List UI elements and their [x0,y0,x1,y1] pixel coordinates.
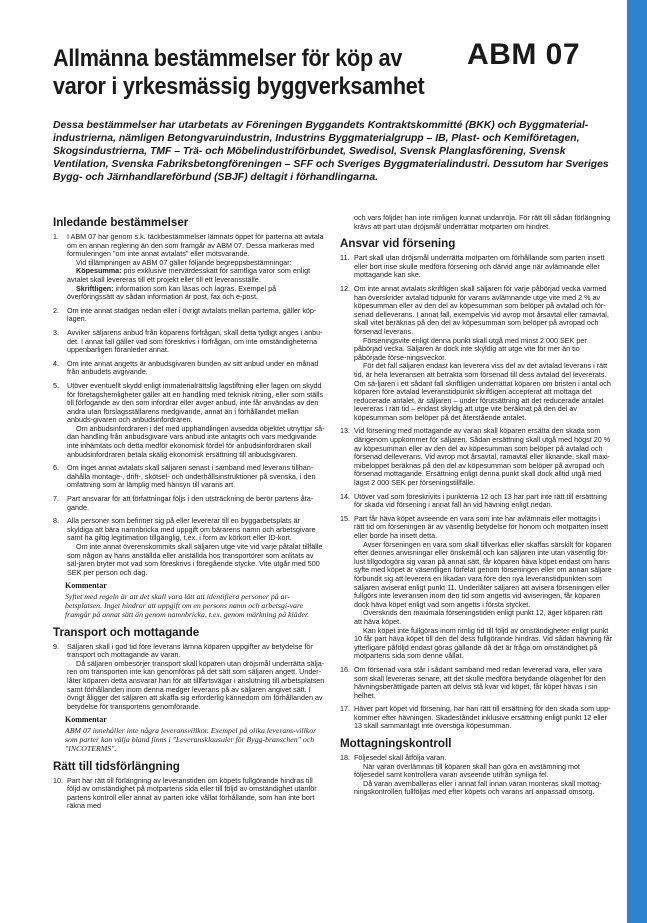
clause-number: 7. [53,494,59,504]
clause-number: 15. [340,513,350,523]
document-title: Allmänna bestämmelser för köp av varor i yrkesmässig byggverksamhet [53,45,425,100]
clause-9 [53,643,325,712]
comment-heading: Kommentar [65,715,107,725]
clause-text: Om inget annat avtalats skall säljaren senast i samband med leverans tillhan-dahålla montage-, drift-, skötsel- och underhållsinstruktioner på svenska, i den omfattning som är lämplig med hänsyn till varans art. [67,463,316,490]
definition-kopesumma [67,267,325,284]
clause-number: 16. [340,664,350,674]
clause-13 [340,427,612,487]
clause-number: 8. [53,516,59,526]
clause-text: Avser förseningen en vara som skall tillverkas eller skaffas särskilt för köparen efter dennes anvisningar eller önskemål och kan säljaren inte utan väsentlig för-lust tillgodogöra sig varan på annat sätt, får köparen häva köpet endast om hans syfte med köpet är väsentligen förfelat genom förseningen eller om annan säljare förbundit sig att leverera en likadan vara före den nya leveranstidpunkten som säljaren aviserat enligt punkt 11. Underlåter säljaren att avisera förseningen eller fullgörs inte leveransen inom den tid som angetts vid aviseringen, får köparen dock häva köpet enligt vad som angetts i första stycket. [354,539,612,609]
clause-text: Part ansvarar för att författningar följs i den utsträckning de berör partens åta-gande. [67,494,314,512]
clause-6 [53,464,325,490]
term: Köpesumma: [76,266,122,276]
clause-17 [340,705,612,731]
clause-text: Häver part köpet vid försening, har han rätt till ersättning för den skada som upp-kommer efter hävningen. Skadeståndet inklusive ersättning enligt punkt 12 eller 13 skall sammanlagt inte överstiga köpesumman. [354,704,611,731]
comment-text: Syftet med regeln är att det skall vara lätt att identifiera personer på ar-betsplatsen. Inget hindrar att uppgift om en persons namn och arbetsgi-vare framgår på annat sätt än genom namnbricka, t.ex. genom märkning på kläder. [65,591,310,620]
clause-text: När varan överlämnas till köparen skall han göra en avstämning mot följesedel samt kontrollera varan avseende utifrån synliga fel. [354,761,580,780]
clause-text: Förseningsvite enligt denna punkt skall utgå med minst 2 000 SEK per påbörjad vecka. Säljaren är dock inte skyldig att utge vite för mer än tio påbörjade förse-ningsveckor. [354,335,587,362]
term: Skriftligen: [76,283,114,293]
clause-text: Om försenad vara står i sådant samband med redan levererad vara, eller vara som skall levereras senare, att det skulle medföra betydande olägenhet för den hävningsberättigade parten att delvis stå kvar vid köpet, får köpet hävas i sin helhet. [354,664,606,700]
clause-text: Om anbudsinfordraren i det med upphandlingen avsedda objektet utnyttjar så-dan handling från anbudsgivare vars anbud inte antagits och vars medgivande inte inhämtats och detta medför ekonomisk fördel för anbudsinfordraren skall anbudsinfordraren betala skälig ekonomisk ersättning till anbudsgivaren. [67,423,325,459]
clause-text: Överskrids den maximala förseningstiden enligt punkt 12, äger köparen rätt att häva köpet. [354,608,603,626]
clause-text: I ABM 07 har genom s.k. täckbestämmelser lämnats öppet för parterna att avtala om en annan reglering än den som framgår av ABM 07. Dessa markeras med formuleringen "om inte annat avtalats" eller motsvarande. [67,232,324,259]
clause-3 [53,329,325,355]
clause-text: Om inte annat stadgas nedan eller i övrigt avtalats mellan parterna, gäller köp-lagen. [67,305,317,324]
clause-number: 2. [53,305,59,315]
blue-edge-bar [627,0,647,923]
clause-text: Alla personer som befinner sig på eller levererar till en byggarbetsplats är skyldiga att bära namnbricka med uppgift om bärarens namn och arbetsgivare samt ha giltig legitimation tillgänglig, t.ex. i form av körkort eller ID-kort. [67,516,316,543]
clause-10 [53,777,325,811]
clause-text: Vid försening med mottagande av varan skall köparen ersätta den skada som därigenom uppkommer för säljaren. Sådan ersättning skall utgå med högst 20 % av köpesumman eller av den del av köpesumman som belöper på avtalad och försenad delleverans. Vid avrop mot årsavtal, ramavtal eller liknande, skall maxi-mibeloppet beräknas på den del av köpesumman som belöper på avropad och försenad mottagande. Ersättning enligt denna punkt skall dock alltid utgå med lägst 2 000 SEK per förseningstillfälle. [354,426,611,488]
section-heading-inledande: Inledande bestämmelser [53,216,189,229]
comment-text: ABM 07 innehåller inte några leveransvillkor. Exempel på olika leverans-villkor som parter kan välja bland finns i "Leveransklausuler för Bygg-branschen" och "INCOTERMS". [65,725,317,754]
clause-10-continuation: och vars följder han inte rimligen kunnat undanröja. För rätt till sådan förlängning krävs att part utan dröjsmål underrättar motparten om hindret. [354,213,611,231]
clause-text: För det fall säljaren endast kan leverera viss del av det avtalad leverans i rätt tid, är hela leveransen att betrakta som försenad till dess avtalad del levererats. Om sä-ljaren i ett sådant fall skriftligen underrättat köparen om bristen i antal och köparen före avtalad leveranstidpunkt skriftligen accepterat att mottaga det reducerade antalet, är säljaren – under förutsättning att det reducerade antalet levereras i rätt tid – endast skyldig att utge vite beräknat på den del av köpesumman som belöper på det återstående antalet. [354,361,611,422]
clause-text: Om inte annat avtalats skriftligen skall säljaren för varje påbörjad vecka varmed han överskrider avtalad tidpunkt för varans avlämnande utge vite med 2 % av köpesumman eller av den del av köpesumman som belöper på avtalad och för-senad delleverans. I annat fall, exempelvis vid avrop mot årsavtal eller ramavtal, skall vitet beräknas på den del av köpesumman som belöper på avropad och försenad leverans. [354,283,609,336]
section-heading-mottagningskontroll: Mottagningskontroll [340,737,452,751]
clause-number: 4. [53,358,59,368]
clause-2 [53,307,325,324]
clause-text: Part skall utan dröjsmål underrätta motparten om förhållande som parten insett eller bort inse skulle medföra försening och därvid ange när avlämnande eller mottagande kan ske. [354,253,605,280]
clause-5 [53,382,325,459]
clause-number: 13. [340,426,350,436]
clause-text: Följesedel skall åtfölja varan. [354,753,447,763]
clause-8 [53,517,325,577]
clause-number: 11. [340,253,350,263]
clause-number: 18. [340,753,350,763]
clause-number: 5. [53,380,59,390]
clause-text: Om inte annat angetts är anbudsgivaren bunden av sitt anbud under en månad från anbudets avgivande. [67,358,319,377]
clause-text: Kan köpet inte fullgöras inom rimlig tid till följd av omständigheter enligt punkt 10 får part häva köpet till den del dess fullgörande hindras. Vid sådan hävning får ytterligare påföljd endast göras gällande då det är fråga om omständighet på motpartens sida som denne vållat. [354,625,612,661]
definition-text: information som kan läsas och lagras. Exempel på överföringssätt av sådan information är post, fax och e-post. [67,283,277,302]
clause-number: 10. [53,775,63,785]
definition-skriftligen [67,285,325,302]
clause-12 [340,285,612,423]
clause-16 [340,666,612,700]
clause-15 [340,515,612,661]
clause-4 [53,360,325,377]
clause-number: 12. [340,283,350,293]
document-code: ABM 07 [467,38,581,71]
right-column [340,214,612,802]
clause-text: Utöver eventuellt skydd enligt immaterialrättslig lagstiftning eller lagen om skydd för företagshemligheter gäller att en handling med teknisk ritning, eller som ställs till förfogande av den som infordrar eller avger anbud, inte får användas av den andra utan förslagsställarens medgivande, annat än i förhållandet mellan anbuds-givaren och anbudsinfordraren. [67,380,324,425]
section-heading-ansvar-vid-forsening: Ansvar vid försening [340,237,456,251]
clause-text: Avviker säljarens anbud från köparens förfrågan, skall detta tydligt anges i anbu-det. I annat fall gäller vad som föreskrivs i förfrågan, om inte omständigheterna uppenbarligen föranleder annat. [67,327,323,355]
clause-text: Säljaren skall i god tid före leverans lämna köparen uppgifter av betydelse för transport och mottagande av varan. [67,641,313,660]
clause-text: Utöver vad som föreskrivits i punkterna 12 och 13 har part inte rätt till ersättning för skada vid försening i annat fall än vid hävning enligt nedan. [354,491,607,510]
clause-text: Då säljaren ombesörjer transport skall köparen utan dröjsmål underrätta sälja-ren om transporten inte kan genomföras på det sätt som säljaren angett. Under-låter köparen detta ansvarar han för att tillfartsvägar i anslutning till arbetsplatsen samt förhållanden inom denna medger leverans på av säljaren angivet sätt. I övrigt åligger det säljaren att skaffa sig erforderlig kännedom om förhållanden av betydelse för transportens genomförande. [67,658,325,711]
clause-text: Part får häva köpet avseende en vara som inte har avlämnats eller mottagits i rätt tid om förseningen är av väsentlig betydelse för honom och motparten insett eller borde ha insett detta. [354,513,609,540]
left-column [53,210,325,816]
clause-text: Då varan avemballeras eller i annat fall innan varan monteras skall mottag-ningskontrollen fullföljas med efter köpets och varans art anpassad omsorg. [354,778,602,797]
clause-number: 9. [53,641,59,651]
clause-11 [340,254,612,280]
section-heading-transport: Transport och mottagande [53,625,200,639]
clause-number: 6. [53,463,59,473]
clause-number: 1. [53,232,59,241]
clause-text: Om inte annat överenskommits skall säljaren utge vite vid varje påtalat tillfälle som någon av hans anställda eller anställda hos transportörer som anlitats av säl-jaren bryter mot vad som föreskrivs i föregående stycke. Vite utgår med 500 SEK per person och dag. [67,542,323,577]
definition-text: pris exklusive mervärdesskatt för samtliga varor som enligt avtalet skall levereras till ett projekt eller till ett leveransställe. [67,266,311,284]
intro-paragraph: Dessa bestämmelser har utarbetats av Föreningen Byggandets Kontraktskommitté (BKK) och Byggmaterial-industrierna, nämligen Betongvaruindustrin, Industrins Byggmaterialgrupp – IB, Plast- och Kemiföretagen, Skogsindustrierna, TMF – Trä- och Möbelindustriförbundet, Swedisol, Svensk Planglasförening, Svensk Ventilation, Svenska Fabriksbetongföreningen – SFF och Sveriges Byggmaterialindustri. Dessutom har Sveriges Bygg- och Järnhandlareförbund (SBJF) deltagit i förhandlingarna. [53,120,609,183]
clause-number: 17. [340,704,350,714]
clause-14 [340,493,612,510]
section-heading-ratt-till-tidsforlangning: Rätt till tidsförlängning [53,759,180,773]
comment-heading: Kommentar [65,581,107,591]
clause-text: Part har rätt till förlängning av leveranstiden om köpets fullgörande hindras till följd av omständighet på motpartens sida eller till följd av omständighet utanför partens kontroll eller annat av parten icke vållat förhållande, som han inte bort räkna med [67,775,317,811]
clause-number: 3. [53,327,59,337]
clause-text: Vid tillämpningen av ABM 07 gäller följande begreppsbestämningar: [76,257,292,267]
clause-number: 14. [340,491,350,501]
clause-1 [53,233,325,302]
clause-18 [340,754,612,797]
clause-7 [53,495,325,512]
